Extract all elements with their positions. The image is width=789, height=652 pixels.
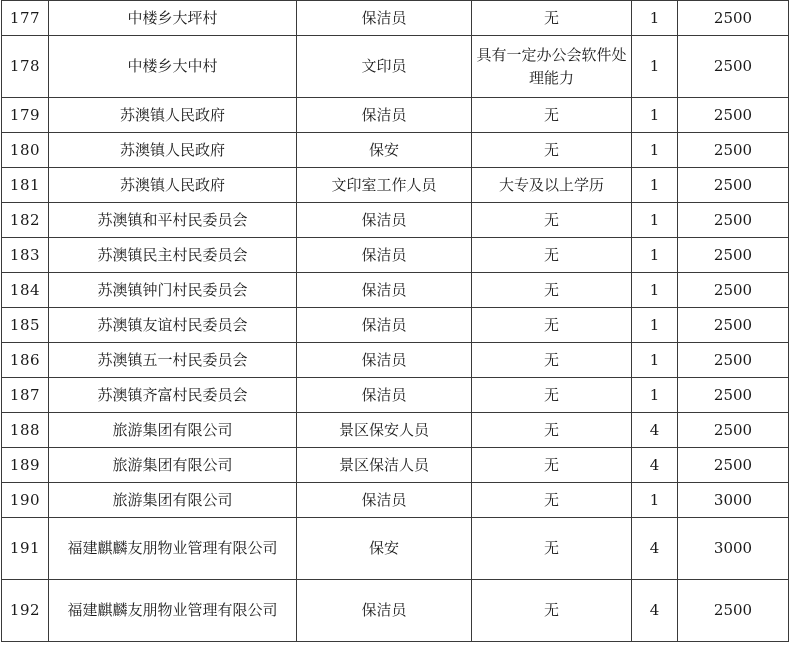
cell-unit-text: 苏澳镇民主村民委员会 xyxy=(97,245,248,264)
table-body xyxy=(2,1,789,642)
cell-requirement-text: 无 xyxy=(543,245,559,264)
cell-unit-text: 福建麒麟友朋物业管理有限公司 xyxy=(67,539,278,557)
cell-salary xyxy=(678,580,789,642)
table-row xyxy=(2,203,789,238)
table-row xyxy=(2,343,789,378)
cell-count-text: 4 xyxy=(649,420,660,439)
cell-unit-text: 旅游集团有限公司 xyxy=(112,455,233,474)
cell-salary-text: 2500 xyxy=(713,280,753,299)
cell-position xyxy=(297,168,472,203)
cell-count xyxy=(632,238,678,273)
cell-requirement xyxy=(472,580,632,642)
cell-position xyxy=(297,36,472,98)
table-row xyxy=(2,308,789,343)
cell-count-text: 1 xyxy=(649,490,660,509)
cell-salary xyxy=(678,1,789,36)
cell-unit-text: 苏澳镇齐富村民委员会 xyxy=(97,385,248,404)
cell-salary-text: 2500 xyxy=(713,175,753,194)
cell-position xyxy=(297,238,472,273)
cell-position-text: 保洁员 xyxy=(361,315,407,334)
cell-number xyxy=(2,238,49,273)
cell-number xyxy=(2,36,49,98)
cell-position-text: 保洁员 xyxy=(361,385,407,404)
cell-requirement xyxy=(472,483,632,518)
cell-count xyxy=(632,36,678,98)
cell-number-text: 192 xyxy=(9,601,41,619)
cell-count-text: 1 xyxy=(649,140,660,159)
cell-requirement xyxy=(472,518,632,580)
cell-salary xyxy=(678,483,789,518)
cell-count-text: 4 xyxy=(649,539,660,557)
cell-salary-text: 2500 xyxy=(713,385,753,404)
cell-unit xyxy=(49,413,297,448)
cell-position-text: 保洁员 xyxy=(361,601,407,619)
cell-count xyxy=(632,308,678,343)
cell-unit xyxy=(49,580,297,642)
cell-number-text: 187 xyxy=(9,385,41,404)
jobs-table xyxy=(1,0,789,642)
cell-number-text: 179 xyxy=(9,105,41,124)
cell-salary xyxy=(678,168,789,203)
cell-number xyxy=(2,483,49,518)
cell-salary-text: 2500 xyxy=(713,601,753,619)
cell-requirement-text: 无 xyxy=(543,105,559,124)
cell-position-text: 保洁员 xyxy=(361,350,407,369)
cell-unit-text: 中楼乡大坪村 xyxy=(127,8,218,27)
cell-unit-text: 苏澳镇人民政府 xyxy=(119,105,225,124)
cell-count-text: 1 xyxy=(649,8,660,27)
cell-count xyxy=(632,98,678,133)
table-row xyxy=(2,36,789,98)
table-row xyxy=(2,238,789,273)
cell-requirement xyxy=(472,36,632,98)
cell-position-text: 保洁员 xyxy=(361,8,407,27)
table-row xyxy=(2,273,789,308)
cell-salary-text: 3000 xyxy=(713,539,753,557)
cell-unit xyxy=(49,1,297,36)
cell-count xyxy=(632,448,678,483)
cell-unit-text: 苏澳镇五一村民委员会 xyxy=(97,350,248,369)
cell-requirement xyxy=(472,98,632,133)
cell-number xyxy=(2,133,49,168)
cell-count-text: 1 xyxy=(649,175,660,194)
cell-requirement xyxy=(472,343,632,378)
cell-number xyxy=(2,518,49,580)
cell-salary xyxy=(678,448,789,483)
cell-count xyxy=(632,413,678,448)
cell-unit xyxy=(49,133,297,168)
cell-number xyxy=(2,98,49,133)
cell-position xyxy=(297,413,472,448)
cell-requirement-text: 无 xyxy=(543,385,559,404)
cell-count-text: 1 xyxy=(649,385,660,404)
cell-unit xyxy=(49,238,297,273)
cell-position-text: 景区保安人员 xyxy=(338,420,429,439)
cell-requirement-text: 无 xyxy=(543,539,559,557)
cell-count xyxy=(632,133,678,168)
cell-position-text: 保洁员 xyxy=(361,280,407,299)
cell-position xyxy=(297,483,472,518)
cell-requirement xyxy=(472,273,632,308)
cell-unit xyxy=(49,448,297,483)
cell-number-text: 184 xyxy=(9,280,41,299)
cell-unit xyxy=(49,518,297,580)
cell-count-text: 1 xyxy=(649,315,660,334)
cell-number xyxy=(2,203,49,238)
cell-unit-text: 苏澳镇钟门村民委员会 xyxy=(97,280,248,299)
table-row xyxy=(2,413,789,448)
cell-count xyxy=(632,483,678,518)
cell-salary xyxy=(678,413,789,448)
cell-unit xyxy=(49,483,297,518)
cell-number-text: 186 xyxy=(9,350,41,369)
cell-number-text: 177 xyxy=(9,8,41,27)
cell-number xyxy=(2,343,49,378)
cell-position xyxy=(297,308,472,343)
cell-salary-text: 2500 xyxy=(713,455,753,474)
cell-count xyxy=(632,518,678,580)
cell-requirement xyxy=(472,133,632,168)
cell-salary xyxy=(678,378,789,413)
cell-requirement-text: 无 xyxy=(543,140,559,159)
cell-requirement xyxy=(472,238,632,273)
cell-unit xyxy=(49,98,297,133)
cell-number-text: 182 xyxy=(9,210,41,229)
cell-salary-text: 2500 xyxy=(713,8,753,27)
cell-salary xyxy=(678,308,789,343)
cell-number-text: 183 xyxy=(9,245,41,264)
cell-requirement xyxy=(472,203,632,238)
cell-number-text: 191 xyxy=(9,539,41,557)
cell-requirement-text: 无 xyxy=(543,8,559,27)
cell-salary xyxy=(678,518,789,580)
cell-position xyxy=(297,343,472,378)
cell-salary-text: 3000 xyxy=(713,490,753,509)
cell-requirement xyxy=(472,413,632,448)
cell-count-text: 1 xyxy=(649,280,660,299)
cell-count-text: 1 xyxy=(649,245,660,264)
cell-position-text: 文印员 xyxy=(361,57,407,75)
cell-count xyxy=(632,343,678,378)
cell-requirement-text: 无 xyxy=(543,280,559,299)
cell-unit-text: 苏澳镇友谊村民委员会 xyxy=(97,315,248,334)
cell-unit-text: 苏澳镇人民政府 xyxy=(119,140,225,159)
cell-count-text: 4 xyxy=(649,455,660,474)
cell-requirement xyxy=(472,308,632,343)
cell-unit xyxy=(49,168,297,203)
cell-requirement-text: 具有一定办公会软件处理能力 xyxy=(476,45,627,87)
cell-salary xyxy=(678,203,789,238)
cell-requirement-text: 无 xyxy=(543,455,559,474)
cell-requirement xyxy=(472,448,632,483)
cell-requirement-text: 无 xyxy=(543,350,559,369)
cell-position-text: 文印室工作人员 xyxy=(331,175,437,194)
cell-unit-text: 福建麒麟友朋物业管理有限公司 xyxy=(67,601,278,619)
cell-requirement-text: 无 xyxy=(543,315,559,334)
cell-position xyxy=(297,378,472,413)
cell-salary-text: 2500 xyxy=(713,315,753,334)
cell-salary-text: 2500 xyxy=(713,420,753,439)
cell-position-text: 保安 xyxy=(368,539,399,557)
cell-position-text: 保洁员 xyxy=(361,490,407,509)
table-row xyxy=(2,483,789,518)
cell-salary-text: 2500 xyxy=(713,245,753,264)
cell-number xyxy=(2,1,49,36)
cell-requirement-text: 无 xyxy=(543,490,559,509)
cell-position xyxy=(297,448,472,483)
cell-number-text: 178 xyxy=(9,57,41,75)
cell-count-text: 1 xyxy=(649,210,660,229)
cell-salary-text: 2500 xyxy=(713,350,753,369)
cell-requirement-text: 无 xyxy=(543,210,559,229)
table-row xyxy=(2,168,789,203)
cell-unit xyxy=(49,378,297,413)
cell-salary-text: 2500 xyxy=(713,140,753,159)
cell-number-text: 189 xyxy=(9,455,41,474)
cell-count-text: 4 xyxy=(649,601,660,619)
cell-position xyxy=(297,98,472,133)
cell-unit xyxy=(49,343,297,378)
cell-requirement xyxy=(472,1,632,36)
cell-count xyxy=(632,580,678,642)
cell-unit-text: 苏澳镇和平村民委员会 xyxy=(97,210,248,229)
cell-salary-text: 2500 xyxy=(713,210,753,229)
cell-number-text: 180 xyxy=(9,140,41,159)
cell-position xyxy=(297,1,472,36)
cell-position xyxy=(297,203,472,238)
cell-count-text: 1 xyxy=(649,350,660,369)
cell-number xyxy=(2,168,49,203)
cell-salary xyxy=(678,98,789,133)
cell-position xyxy=(297,133,472,168)
cell-salary-text: 2500 xyxy=(713,105,753,124)
cell-count xyxy=(632,203,678,238)
cell-salary xyxy=(678,273,789,308)
cell-number xyxy=(2,378,49,413)
cell-count-text: 1 xyxy=(649,57,660,75)
cell-position-text: 保安 xyxy=(368,140,399,159)
cell-unit-text: 旅游集团有限公司 xyxy=(112,490,233,509)
cell-position xyxy=(297,518,472,580)
cell-number xyxy=(2,308,49,343)
cell-unit-text: 苏澳镇人民政府 xyxy=(119,175,225,194)
cell-unit xyxy=(49,273,297,308)
cell-position xyxy=(297,273,472,308)
cell-count xyxy=(632,168,678,203)
cell-salary xyxy=(678,133,789,168)
table-row xyxy=(2,518,789,580)
cell-number-text: 190 xyxy=(9,490,41,509)
cell-number xyxy=(2,413,49,448)
cell-position xyxy=(297,580,472,642)
cell-number-text: 185 xyxy=(9,315,41,334)
table-row xyxy=(2,378,789,413)
table-row xyxy=(2,1,789,36)
cell-unit-text: 中楼乡大中村 xyxy=(127,57,218,75)
cell-requirement xyxy=(472,168,632,203)
cell-requirement-text: 大专及以上学历 xyxy=(498,175,604,194)
cell-number xyxy=(2,580,49,642)
cell-requirement xyxy=(472,378,632,413)
cell-number-text: 181 xyxy=(9,175,41,194)
cell-count xyxy=(632,273,678,308)
cell-salary xyxy=(678,343,789,378)
cell-position-text: 保洁员 xyxy=(361,210,407,229)
cell-unit xyxy=(49,36,297,98)
table-row xyxy=(2,580,789,642)
table-row xyxy=(2,133,789,168)
cell-requirement-text: 无 xyxy=(543,420,559,439)
cell-number xyxy=(2,448,49,483)
cell-number xyxy=(2,273,49,308)
cell-unit xyxy=(49,308,297,343)
cell-requirement-text: 无 xyxy=(543,601,559,619)
cell-unit xyxy=(49,203,297,238)
cell-number-text: 188 xyxy=(9,420,41,439)
cell-salary-text: 2500 xyxy=(713,57,753,75)
cell-count xyxy=(632,1,678,36)
cell-position-text: 保洁员 xyxy=(361,245,407,264)
cell-position-text: 保洁员 xyxy=(361,105,407,124)
table-row xyxy=(2,448,789,483)
cell-unit-text: 旅游集团有限公司 xyxy=(112,420,233,439)
cell-salary xyxy=(678,36,789,98)
table-row xyxy=(2,98,789,133)
cell-salary xyxy=(678,238,789,273)
cell-count xyxy=(632,378,678,413)
cell-position-text: 景区保洁人员 xyxy=(338,455,429,474)
cell-count-text: 1 xyxy=(649,105,660,124)
